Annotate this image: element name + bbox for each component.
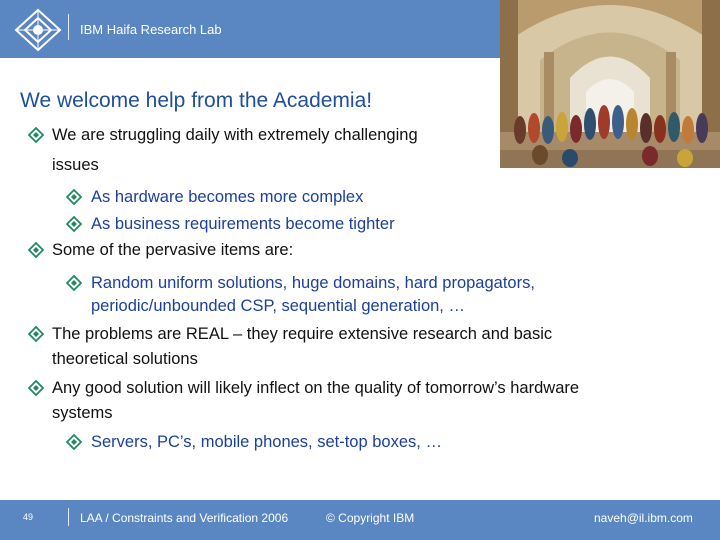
bullet-text: Any good solution will likely inflect on the quality of tomorrow’s hardware: [52, 379, 580, 397]
sub-bullet-text: As hardware becomes more complex: [91, 188, 364, 206]
bullet-text: The problems are REAL – they require extensive research and basic: [52, 325, 553, 343]
diamond-sub-bullet-icon: [66, 275, 82, 291]
diamond-bullet-icon: [28, 380, 44, 396]
footer-divider: [68, 508, 69, 526]
diamond-bullet-icon: [28, 127, 44, 143]
page-number: 49: [23, 512, 34, 522]
sub-bullet-text: Random uniform solutions, huge domains, hard propagators,: [91, 274, 535, 292]
header-divider: [68, 14, 69, 40]
footer-event: LAA / Constraints and Verification 2006: [80, 511, 289, 525]
bullet-text-continued: systems: [52, 404, 113, 422]
sub-bullet-text: As business requirements become tighter: [91, 215, 395, 233]
ibm-logo-icon: [14, 8, 62, 52]
bullet-text-continued: theoretical solutions: [52, 350, 198, 368]
diamond-sub-bullet-icon: [66, 189, 82, 205]
footer-email: naveh@il.ibm.com: [594, 511, 693, 525]
diamond-sub-bullet-icon: [66, 434, 82, 450]
bullet-text-continued: issues: [52, 156, 99, 174]
footer-top-strip: [0, 490, 720, 500]
school-of-athens-painting: [500, 0, 720, 168]
lab-name: IBM Haifa Research Lab: [80, 22, 222, 37]
footer-copyright: © Copyright IBM: [326, 511, 415, 525]
slide-title: We welcome help from the Academia!: [20, 89, 373, 112]
diamond-sub-bullet-icon: [66, 216, 82, 232]
sub-bullet-text: Servers, PC’s, mobile phones, set-top boxes, …: [91, 433, 442, 451]
bullet-text: Some of the pervasive items are:: [52, 241, 294, 259]
footer-band: [0, 490, 720, 540]
diamond-bullet-icon: [28, 326, 44, 342]
sub-bullet-text-continued: periodic/unbounded CSP, sequential generation, …: [91, 297, 465, 315]
bullet-text: We are struggling daily with extremely challenging: [52, 126, 418, 144]
diamond-bullet-icon: [28, 242, 44, 258]
